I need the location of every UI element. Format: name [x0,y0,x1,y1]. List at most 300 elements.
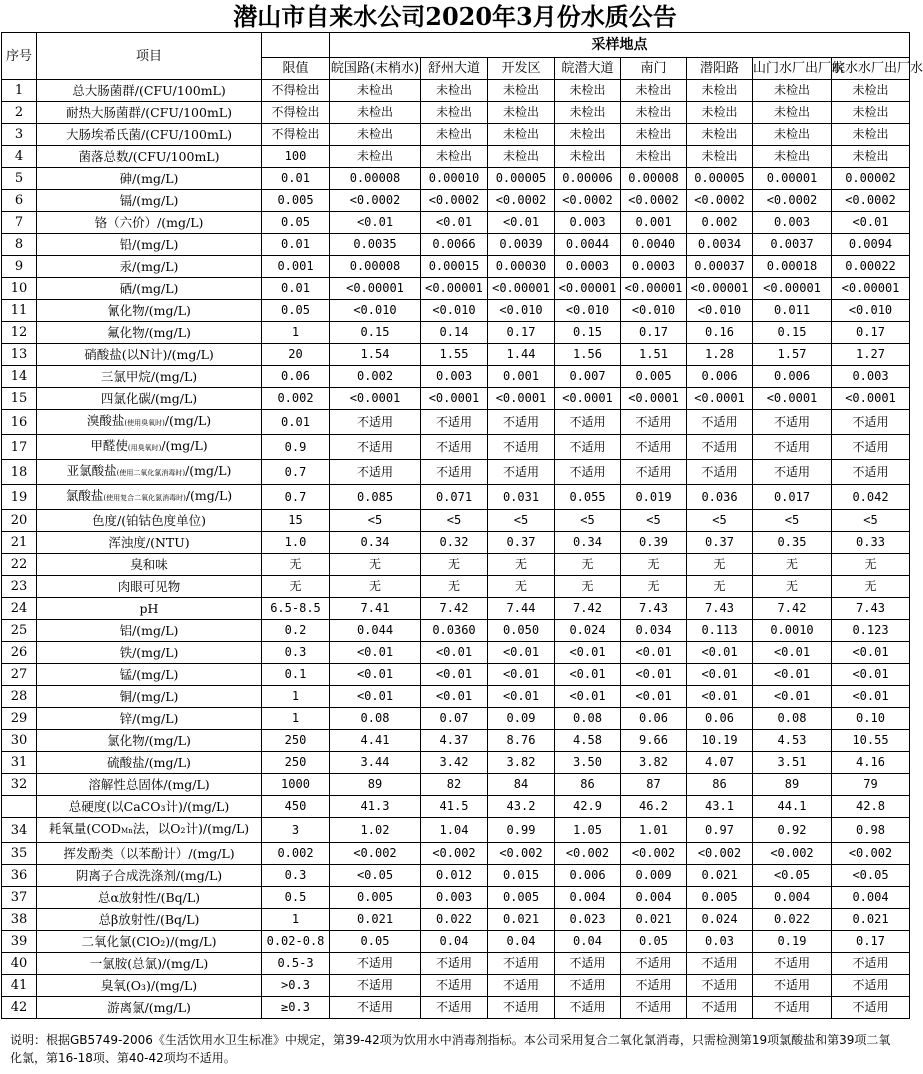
measurement-value: 未检出 [687,146,753,168]
measurement-value: 0.0039 [488,234,555,256]
measurement-value: 0.05 [621,931,687,953]
measurement-value: 0.0066 [421,234,488,256]
measurement-value: 不适用 [555,953,621,975]
item-name [37,843,262,865]
measurement-value: <5 [621,510,687,532]
item-name [37,730,262,752]
measurement-value: 10.55 [832,730,910,752]
measurement-value: 1.27 [832,344,910,366]
limit-value: 1 [262,322,330,344]
measurement-value: 3.50 [555,752,621,774]
measurement-value: 0.37 [488,532,555,554]
limit-value: 0.7 [262,460,330,485]
item-name [37,598,262,620]
measurement-value: <0.0002 [330,190,421,212]
item-name [37,664,262,686]
measurement-value: 未检出 [832,80,910,102]
measurement-value: 0.022 [421,909,488,931]
table-row [2,460,910,485]
measurement-value: 0.006 [753,366,832,388]
table-row [2,708,910,730]
measurement-value: 不适用 [753,997,832,1019]
measurement-value: <0.002 [621,843,687,865]
measurement-value: 未检出 [753,102,832,124]
item-unit: /(mg/L) [185,488,233,503]
measurement-value: 0.00008 [621,168,687,190]
measurement-value: 8.76 [488,730,555,752]
measurement-value: 1.57 [753,344,832,366]
measurement-value: 不适用 [421,460,488,485]
measurement-value: <0.0001 [753,388,832,410]
item-name [37,124,262,146]
item-label: 铜/(mg/L) [119,689,179,704]
limit-value: 3 [262,818,330,843]
measurement-value: 不适用 [753,410,832,435]
measurement-value: <5 [421,510,488,532]
item-name [37,752,262,774]
measurement-value: 不适用 [488,953,555,975]
table-row [2,300,910,322]
limit-value: 0.05 [262,212,330,234]
measurement-value: 0.050 [488,620,555,642]
item-label: 甲醛使 [90,438,128,453]
limit-value: 0.005 [262,190,330,212]
limit-value: 0.05 [262,300,330,322]
water-quality-table [1,32,923,1019]
measurement-value: 0.0360 [421,620,488,642]
measurement-value: 89 [330,774,421,796]
measurement-value: 0.0035 [330,234,421,256]
measurement-value: <0.010 [621,300,687,322]
measurement-value: 不适用 [832,953,910,975]
measurement-value: 0.04 [421,931,488,953]
measurement-value: 7.42 [421,598,488,620]
measurement-value: 0.17 [488,322,555,344]
measurement-value: 不适用 [832,975,910,997]
measurement-value: 无 [832,554,910,576]
measurement-value: 无 [687,554,753,576]
measurement-value: 4.16 [832,752,910,774]
measurement-value: 1.01 [621,818,687,843]
item-label: 氟化物/(mg/L) [107,325,191,340]
row-number: 23 [2,576,37,598]
measurement-value: <0.05 [753,865,832,887]
measurement-value: 0.0010 [753,620,832,642]
measurement-value: 不适用 [621,975,687,997]
row-number: 35 [2,843,37,865]
limit-value: 不得检出 [262,102,330,124]
row-number: 40 [2,953,37,975]
item-label: 铝/(mg/L) [119,623,179,638]
measurement-value: 不适用 [687,435,753,460]
measurement-value: <0.01 [753,642,832,664]
item-label: 菌落总数/(CFU/100mL) [78,149,220,164]
item-name [37,975,262,997]
table-row [2,322,910,344]
item-label: 阴离子合成洗涤剂/(mg/L) [75,868,223,883]
row-number: 24 [2,598,37,620]
measurement-value: <0.00001 [488,278,555,300]
table-row [2,997,910,1019]
measurement-value: 不适用 [687,410,753,435]
measurement-value: <0.0002 [753,190,832,212]
measurement-value: 不适用 [330,460,421,485]
measurement-value: 无 [421,554,488,576]
row-number: 16 [2,410,37,435]
item-name [37,931,262,953]
measurement-value: 无 [753,576,832,598]
measurement-value: 0.123 [832,620,910,642]
item-label: 总β放射性/(Bq/L) [98,912,200,927]
item-label: 一氯胺(总氯)/(mg/L) [89,956,209,971]
measurement-value: 不适用 [555,435,621,460]
measurement-value: 0.085 [330,485,421,510]
table-row [2,598,910,620]
measurement-value: 7.42 [555,598,621,620]
item-label: 锌/(mg/L) [119,711,179,726]
measurement-value: 0.08 [555,708,621,730]
measurement-value: 未检出 [832,124,910,146]
item-name [37,865,262,887]
table-row [2,256,910,278]
measurement-value: 0.00005 [687,168,753,190]
item-label: 氯酸盐 [65,488,104,503]
measurement-value: <0.0002 [555,190,621,212]
measurement-value: 不适用 [687,953,753,975]
header-location: 潜阳路 [687,58,753,80]
measurement-value: <0.01 [832,686,910,708]
table-row [2,388,910,410]
table-row [2,344,910,366]
measurement-value: 1.44 [488,344,555,366]
measurement-value: 无 [488,554,555,576]
measurement-value: 0.39 [621,532,687,554]
table-row [2,576,910,598]
table-row [2,190,910,212]
measurement-value: <0.01 [621,642,687,664]
measurement-value: 0.00015 [421,256,488,278]
limit-value: 0.5 [262,887,330,909]
measurement-value: 不适用 [330,997,421,1019]
measurement-value: 0.17 [621,322,687,344]
item-note: Mn [121,827,133,835]
item-label: 溶解性总固体/(mg/L) [88,777,210,792]
item-label: 总大肠菌群/(CFU/100mL) [72,83,226,98]
measurement-value: 未检出 [832,146,910,168]
measurement-value: 0.19 [753,931,832,953]
table-row [2,975,910,997]
measurement-value: <0.00001 [330,278,421,300]
measurement-value: <0.002 [832,843,910,865]
measurement-value: 0.004 [555,887,621,909]
item-label: 铬（六价）/(mg/L) [94,215,204,230]
measurement-value: <0.0001 [488,388,555,410]
measurement-value: <0.0002 [621,190,687,212]
header-location: 皖水水厂出厂水 [832,58,910,80]
measurement-value: 未检出 [488,80,555,102]
measurement-value: <0.01 [421,686,488,708]
measurement-value: <0.002 [555,843,621,865]
measurement-value: 0.005 [687,887,753,909]
measurement-value: 无 [687,576,753,598]
limit-value: 0.002 [262,388,330,410]
measurement-value: 0.001 [621,212,687,234]
item-name [37,190,262,212]
measurement-value: <0.01 [621,664,687,686]
measurement-value: 10.19 [687,730,753,752]
row-number: 19 [2,485,37,510]
row-number: 11 [2,300,37,322]
row-number: 38 [2,909,37,931]
measurement-value: 0.92 [753,818,832,843]
measurement-value: 1.28 [687,344,753,366]
measurement-value: 无 [832,576,910,598]
measurement-value: 0.022 [753,909,832,931]
item-note: (使用二氧化氯消毒时) [116,469,186,477]
measurement-value: 不适用 [421,975,488,997]
measurement-value: 未检出 [753,146,832,168]
table-row [2,620,910,642]
measurement-value: 0.37 [687,532,753,554]
measurement-value: <0.0001 [555,388,621,410]
measurement-value: <0.010 [488,300,555,322]
header-location: 皖国路(末梢水) [330,58,421,80]
row-number: 28 [2,686,37,708]
measurement-value: 未检出 [555,124,621,146]
measurement-value: 0.15 [555,322,621,344]
measurement-value: 3.51 [753,752,832,774]
measurement-value: <0.01 [488,642,555,664]
measurement-value: 无 [555,576,621,598]
measurement-value: 不适用 [621,435,687,460]
row-number: 37 [2,887,37,909]
item-label: 镉/(mg/L) [119,193,179,208]
table-row [2,865,910,887]
measurement-value: <5 [488,510,555,532]
table-row [2,102,910,124]
item-label: 浑浊度/(NTU) [108,535,190,550]
header-location: 皖潜大道 [555,58,621,80]
item-name [37,796,262,818]
measurement-value: 0.036 [687,485,753,510]
measurement-value: 0.021 [832,909,910,931]
table-row [2,168,910,190]
header-location: 舒州大道 [421,58,488,80]
measurement-value: 无 [753,554,832,576]
table-row [2,843,910,865]
measurement-value: <0.01 [488,686,555,708]
measurement-value: 无 [555,554,621,576]
measurement-value: 0.0094 [832,234,910,256]
header-sampling-locations: 采样地点 [330,33,910,58]
measurement-value: 42.8 [832,796,910,818]
measurement-value: 无 [330,554,421,576]
item-name [37,510,262,532]
measurement-value: 0.07 [421,708,488,730]
limit-value: 0.01 [262,234,330,256]
measurement-value: <0.0001 [832,388,910,410]
measurement-value: <0.01 [421,642,488,664]
row-number: 13 [2,344,37,366]
table-row [2,752,910,774]
measurement-value: 0.005 [488,887,555,909]
measurement-value: 0.055 [555,485,621,510]
row-number: 7 [2,212,37,234]
row-number: 18 [2,460,37,485]
item-name [37,686,262,708]
measurement-value: 43.2 [488,796,555,818]
item-label: 汞/(mg/L) [119,259,179,274]
row-number: 41 [2,975,37,997]
item-label: 四氯化碳/(mg/L) [100,391,198,406]
limit-value: 450 [262,796,330,818]
measurement-value: 0.001 [488,366,555,388]
table-row [2,931,910,953]
header-row-1 [2,33,910,58]
measurement-value: 未检出 [753,80,832,102]
measurement-value: 不适用 [687,997,753,1019]
measurement-value: <0.01 [488,212,555,234]
item-name [37,300,262,322]
measurement-value: 9.66 [621,730,687,752]
item-name [37,554,262,576]
table-row [2,818,910,843]
item-label: 臭和味 [130,557,168,572]
measurement-value: 4.58 [555,730,621,752]
item-name [37,887,262,909]
measurement-value: <5 [330,510,421,532]
row-number: 26 [2,642,37,664]
measurement-value: 不适用 [621,410,687,435]
measurement-value: 0.017 [753,485,832,510]
item-name [37,102,262,124]
measurement-value: 0.14 [421,322,488,344]
row-number: 8 [2,234,37,256]
item-label: 挥发酚类（以苯酚计）/(mg/L) [63,846,235,861]
table-row [2,953,910,975]
item-name [37,344,262,366]
item-unit: /(mg/L) [161,438,208,453]
item-name [37,576,262,598]
measurement-value: 未检出 [421,80,488,102]
measurement-value: 0.004 [621,887,687,909]
measurement-value: 0.021 [488,909,555,931]
measurement-value: 0.003 [421,887,488,909]
item-name [37,909,262,931]
measurement-value: 0.00010 [421,168,488,190]
measurement-value: 7.42 [753,598,832,620]
measurement-value: 不适用 [330,410,421,435]
measurement-value: <0.0001 [621,388,687,410]
measurement-value: 87 [621,774,687,796]
measurement-value: 7.43 [687,598,753,620]
measurement-value: 不适用 [832,410,910,435]
measurement-value: 0.17 [832,931,910,953]
measurement-value: 不适用 [330,435,421,460]
measurement-value: 1.05 [555,818,621,843]
measurement-value: <0.01 [555,664,621,686]
item-label: 耗氧量(COD [48,821,122,836]
limit-value: 250 [262,730,330,752]
table-row [2,435,910,460]
measurement-value: 0.071 [421,485,488,510]
measurement-value: 0.00018 [753,256,832,278]
table-row [2,278,910,300]
item-note: (使用复合二氧化氯消毒时) [103,494,186,502]
item-label: 三氯甲烷/(mg/L) [100,369,198,384]
measurement-value: 0.00008 [330,168,421,190]
measurement-value: 无 [421,576,488,598]
table-row [2,796,910,818]
measurement-value: 不适用 [488,460,555,485]
measurement-value: 0.06 [621,708,687,730]
measurement-value: 0.33 [832,532,910,554]
row-number: 22 [2,554,37,576]
row-number: 10 [2,278,37,300]
limit-value: 100 [262,146,330,168]
measurement-value: 0.042 [832,485,910,510]
row-number: 6 [2,190,37,212]
limit-value: 0.002 [262,843,330,865]
measurement-value: 0.00002 [832,168,910,190]
measurement-value: 不适用 [488,997,555,1019]
measurement-value: 1.54 [330,344,421,366]
measurement-value: 未检出 [621,80,687,102]
measurement-value: 0.34 [330,532,421,554]
measurement-value: 0.015 [488,865,555,887]
measurement-value: <0.01 [753,664,832,686]
measurement-value: 0.006 [687,366,753,388]
measurement-value: 4.37 [421,730,488,752]
measurement-value: <0.01 [832,642,910,664]
measurement-value: <0.0002 [421,190,488,212]
row-number: 17 [2,435,37,460]
measurement-value: 不适用 [832,435,910,460]
table-row [2,554,910,576]
limit-value: 0.3 [262,865,330,887]
item-name [37,410,262,435]
measurement-value: 不适用 [753,953,832,975]
measurement-value: 不适用 [621,953,687,975]
measurement-value: 0.023 [555,909,621,931]
measurement-value: 0.05 [330,931,421,953]
limit-value: 15 [262,510,330,532]
item-label: 硝酸盐(以N计)/(mg/L) [84,347,214,362]
measurement-value: 41.3 [330,796,421,818]
measurement-value: 无 [330,576,421,598]
table-row [2,774,910,796]
measurement-value: 0.0003 [555,256,621,278]
measurement-value: 0.005 [621,366,687,388]
row-number [2,796,37,818]
limit-value: 0.5-3 [262,953,330,975]
measurement-value: 不适用 [621,460,687,485]
measurement-value: 未检出 [330,80,421,102]
measurement-value: 41.5 [421,796,488,818]
measurement-value: <0.01 [555,642,621,664]
measurement-value: 不适用 [687,460,753,485]
table-row [2,124,910,146]
measurement-value: <0.0002 [687,190,753,212]
measurement-value: 未检出 [832,102,910,124]
measurement-value: <0.01 [555,686,621,708]
measurement-value: 7.43 [832,598,910,620]
limit-value: 0.001 [262,256,330,278]
measurement-value: 未检出 [621,146,687,168]
limit-value: >0.3 [262,975,330,997]
row-number: 32 [2,774,37,796]
measurement-value: 46.2 [621,796,687,818]
